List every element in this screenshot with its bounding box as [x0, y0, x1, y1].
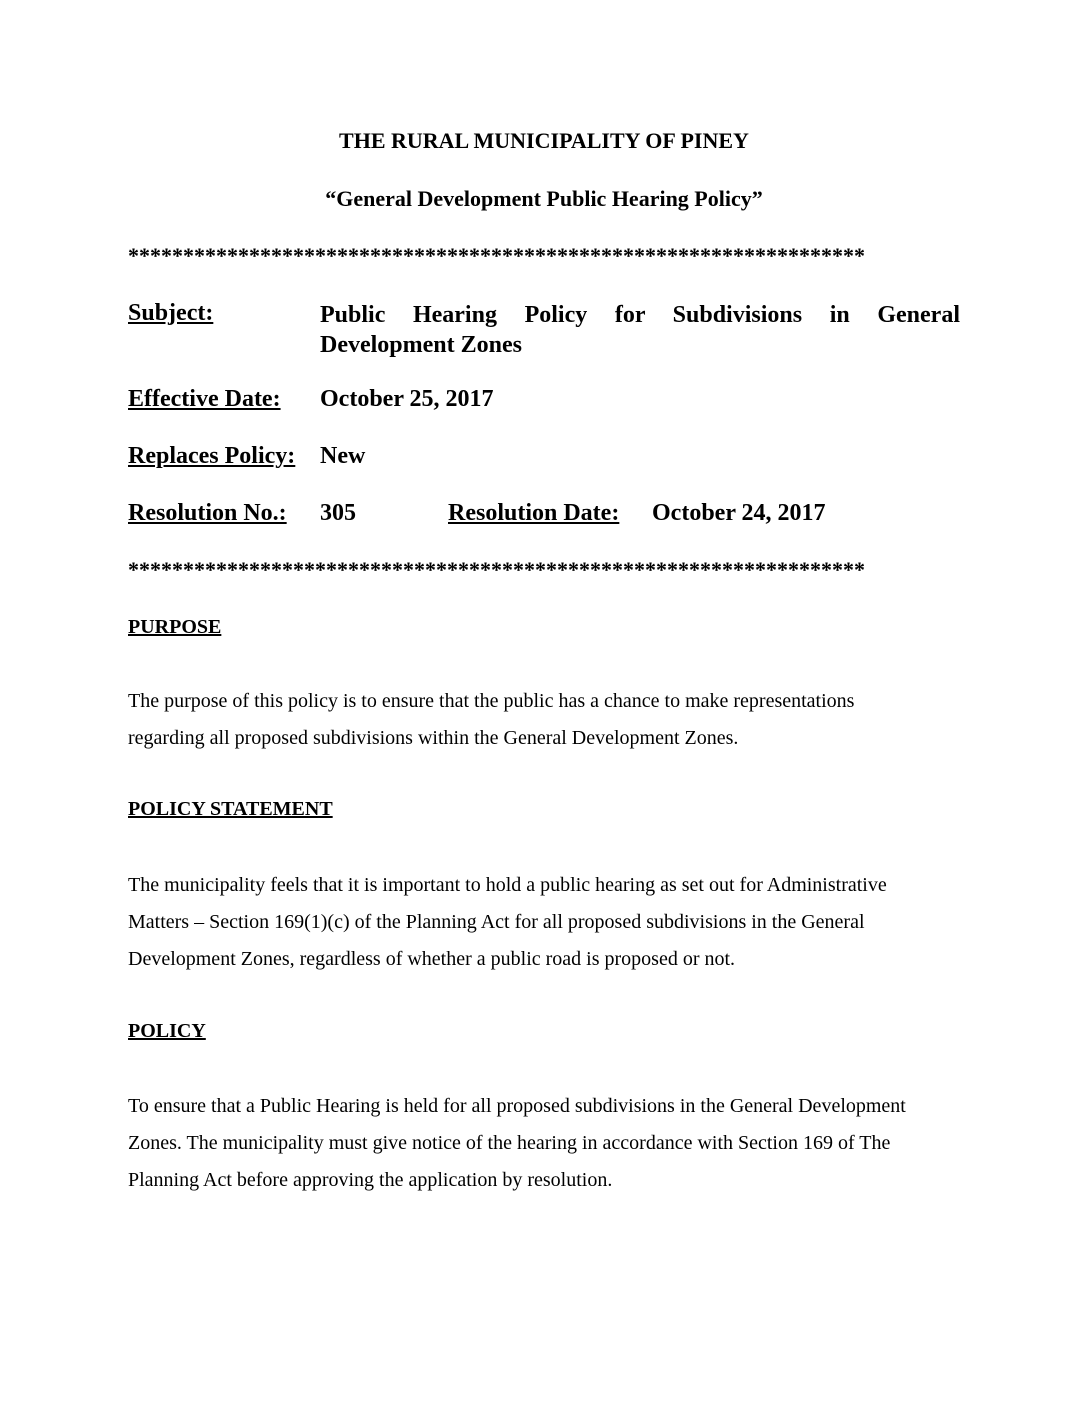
separator-top: ******************************************************************* — [128, 243, 865, 268]
statement-line: Matters – Section 169(1)(c) of the Planning Act for all proposed subdivisions in the General — [128, 911, 865, 933]
statement-line: The municipality feels that it is important to hold a public hearing as set out for Administrative — [128, 874, 887, 896]
effective-date-label: Effective Date: — [128, 386, 281, 412]
policy-heading: POLICY — [128, 1020, 206, 1042]
purpose-heading: PURPOSE — [128, 616, 222, 638]
effective-date-value: October 25, 2017 — [320, 386, 494, 412]
separator-bottom: ******************************************************************* — [128, 557, 865, 582]
policy-title: “General Development Public Hearing Policy” — [325, 186, 763, 211]
resolution-date-label: Resolution Date: — [448, 500, 620, 526]
subject-value: Public Hearing Policy for Subdivisions in General Development Zones — [320, 302, 960, 358]
municipality-title: THE RURAL MUNICIPALITY OF PINEY — [339, 128, 749, 153]
purpose-line: regarding all proposed subdivisions within the General Development Zones. — [128, 727, 739, 749]
resolution-no-value: 305 — [320, 500, 356, 526]
policy-line: Planning Act before approving the application by resolution. — [128, 1169, 613, 1191]
replaces-policy-label: Replaces Policy: — [128, 443, 296, 469]
policy-line: Zones. The municipality must give notice of the hearing in accordance with Section 169 of The — [128, 1132, 891, 1154]
resolution-date-value: October 24, 2017 — [652, 500, 826, 526]
policy-line: To ensure that a Public Hearing is held for all proposed subdivisions in the General Development — [128, 1095, 906, 1117]
subject-label: Subject: — [128, 300, 214, 326]
policy-statement-paragraph — [128, 867, 968, 978]
resolution-no-label: Resolution No.: — [128, 500, 287, 526]
purpose-paragraph — [128, 683, 968, 757]
replaces-policy-value: New — [320, 443, 366, 469]
statement-line: Development Zones, regardless of whether a public road is proposed or not. — [128, 948, 736, 970]
policy-paragraph — [128, 1088, 968, 1199]
purpose-line: The purpose of this policy is to ensure that the public has a chance to make representations — [128, 690, 855, 712]
policy-statement-heading: POLICY STATEMENT — [128, 798, 333, 820]
